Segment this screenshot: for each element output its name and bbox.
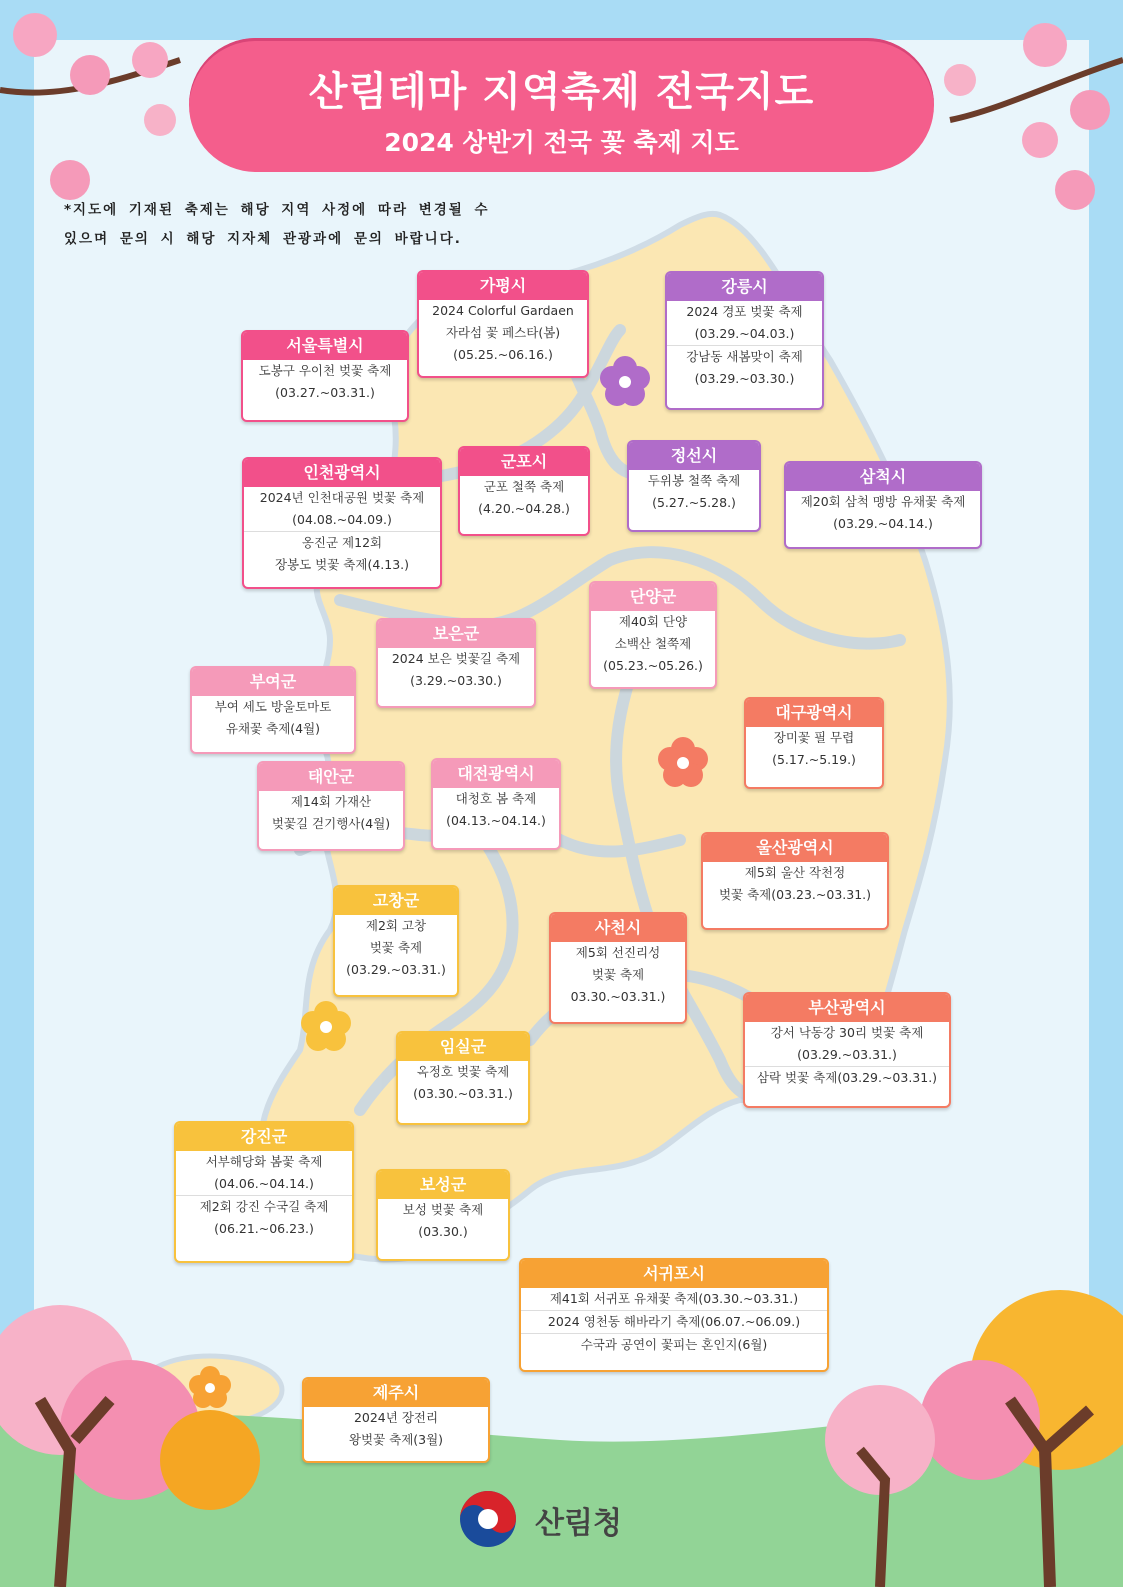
festival-line: 벚꽃길 걷기행사(4월) xyxy=(271,816,391,831)
festival-line: 도봉구 우이천 벚꽃 축제 xyxy=(258,363,392,378)
region-name: 정선시 xyxy=(629,442,759,470)
region-name: 울산광역시 xyxy=(703,834,887,862)
region-name: 임실군 xyxy=(398,1033,528,1061)
region-name: 대전광역시 xyxy=(433,760,559,788)
festival-line: 제2회 고창 xyxy=(365,918,427,933)
region-name: 대구광역시 xyxy=(746,699,882,727)
region-name: 서귀포시 xyxy=(521,1260,827,1288)
region-card-seoul xyxy=(241,330,409,422)
region-card-gapyeong xyxy=(417,270,589,378)
festival-line: 2024년 인천대공원 벚꽃 축제 xyxy=(259,490,425,505)
festival-line: 강남동 새봄맞이 축제 xyxy=(667,345,822,368)
festival-line: (06.21.~06.23.) xyxy=(214,1221,314,1236)
festival-line: 벚꽃 축제 xyxy=(591,967,645,982)
region-card-boeun xyxy=(376,618,536,708)
region-name: 보성군 xyxy=(378,1171,508,1199)
region-name: 고창군 xyxy=(335,887,457,915)
title-banner xyxy=(189,38,934,172)
festival-line: 제5회 울산 작천정 xyxy=(744,865,846,880)
festival-line: 제14회 가재산 xyxy=(290,794,372,809)
festival-line: 장봉도 벚꽃 축제(4.13.) xyxy=(274,557,410,572)
region-name: 태안군 xyxy=(259,763,403,791)
festival-line: 벚꽃 축제(03.23.~03.31.) xyxy=(718,887,872,902)
region-name: 제주시 xyxy=(304,1379,488,1407)
notice-line: *지도에 기재된 축제는 해당 지역 사정에 따라 변경될 수 xyxy=(64,202,490,218)
festival-line: 대청호 봄 축제 xyxy=(455,791,537,806)
region-card-gangjin xyxy=(174,1121,354,1263)
festival-line: (03.29.~04.03.) xyxy=(694,326,795,341)
festival-line: (03.30.) xyxy=(418,1224,468,1239)
festival-line: 삼락 벚꽃 축제(03.29.~03.31.) xyxy=(745,1066,949,1089)
region-card-daejeon xyxy=(431,758,561,850)
festival-line: 수국과 공연이 꽃피는 혼인지(6월) xyxy=(521,1333,827,1356)
region-card-daegu xyxy=(744,697,884,789)
festival-line: 군포 철쭉 축제 xyxy=(483,479,565,494)
region-card-jeju xyxy=(302,1377,490,1463)
festival-line: 2024 Colorful Gardaen xyxy=(432,303,574,318)
festival-line: (05.25.~06.16.) xyxy=(453,347,553,362)
region-card-buyeo xyxy=(190,666,356,754)
festival-line: 제41회 서귀포 유채꽃 축제(03.30.~03.31.) xyxy=(549,1291,799,1306)
region-name: 서울특별시 xyxy=(243,332,407,360)
festival-line: 제40회 단양 xyxy=(618,614,688,629)
festival-line: 제5회 선진리성 xyxy=(575,945,661,960)
page-subtitle: 2024 상반기 전국 꽃 축제 지도 xyxy=(384,128,739,157)
region-card-ulsan xyxy=(701,832,889,930)
festival-line: 제20회 삼척 맹방 유채꽃 축제 xyxy=(800,494,966,509)
festival-line: (03.29.~03.31.) xyxy=(346,962,446,977)
notice-text xyxy=(64,196,504,254)
region-name: 사천시 xyxy=(551,914,685,942)
festival-line: (05.23.~05.26.) xyxy=(603,658,703,673)
festival-line: 유채꽃 축제(4월) xyxy=(225,721,321,736)
region-card-gunpo xyxy=(458,446,590,536)
region-card-gangneung xyxy=(665,271,824,410)
region-card-samcheok xyxy=(784,461,982,549)
region-card-imsil xyxy=(396,1031,530,1125)
page-title: 산림테마 지역축제 전국지도 xyxy=(308,69,815,115)
region-name: 강릉시 xyxy=(667,273,822,301)
region-card-jeongseon xyxy=(627,440,761,532)
festival-line: 옥정호 벚꽃 축제 xyxy=(416,1064,510,1079)
festival-line: 옹진군 제12회 xyxy=(244,531,440,554)
festival-line: (03.30.~03.31.) xyxy=(413,1086,513,1101)
festival-line: 03.30.~03.31.) xyxy=(570,989,666,1004)
region-name: 가평시 xyxy=(419,272,587,300)
region-name: 부산광역시 xyxy=(745,994,949,1022)
festival-line: 보성 벚꽃 축제 xyxy=(402,1202,484,1217)
region-name: 부여군 xyxy=(192,668,354,696)
festival-line: 2024년 장전리 xyxy=(353,1410,439,1425)
notice-line: 있으며 문의 시 해당 지자체 관광과에 문의 바랍니다. xyxy=(64,231,462,247)
cherry-blossom-branch-right xyxy=(944,23,1123,210)
festival-line: 소백산 철쭉제 xyxy=(614,636,692,651)
region-name: 삼척시 xyxy=(786,463,980,491)
taegeuk-emblem-icon xyxy=(453,1484,523,1554)
region-card-sacheon xyxy=(549,912,687,1024)
region-card-boseong xyxy=(376,1169,510,1261)
region-card-seogwipo xyxy=(519,1258,829,1372)
festival-line: 2024 보은 벚꽃길 축제 xyxy=(391,651,521,666)
festival-line: (04.06.~04.14.) xyxy=(214,1176,314,1191)
festival-line: 2024 영천동 해바라기 축제(06.07.~06.09.) xyxy=(521,1310,827,1333)
region-name: 강진군 xyxy=(176,1123,352,1151)
cherry-blossom-branch-left xyxy=(0,13,180,200)
festival-line: (03.29.~04.14.) xyxy=(833,516,933,531)
region-card-danyang xyxy=(589,581,717,689)
festival-line: (5.27.~5.28.) xyxy=(652,495,736,510)
korea-forest-service-logo xyxy=(453,1484,653,1554)
region-card-incheon xyxy=(242,457,442,589)
festival-line: (5.17.~5.19.) xyxy=(772,752,856,767)
region-name: 단양군 xyxy=(591,583,715,611)
festival-line: (3.29.~03.30.) xyxy=(410,673,502,688)
region-card-busan xyxy=(743,992,951,1108)
festival-line: 서부해당화 봄꽃 축제 xyxy=(205,1154,323,1169)
festival-line: 자라섬 꽃 페스타(봄) xyxy=(445,325,561,340)
festival-line: (04.08.~04.09.) xyxy=(292,512,392,527)
festival-line: 2024 경포 벚꽃 축제 xyxy=(686,304,803,319)
festival-line: 제2회 강진 수국길 축제 xyxy=(176,1195,352,1218)
festival-line: (4.20.~04.28.) xyxy=(478,501,570,516)
festival-line: 왕벚꽃 축제(3월) xyxy=(348,1432,444,1447)
festival-line: (03.29.~03.31.) xyxy=(797,1047,897,1062)
logo-text: 산림청 xyxy=(535,1506,622,1541)
region-card-taean xyxy=(257,761,405,851)
festival-line: 장미꽃 필 무렵 xyxy=(773,730,855,745)
festival-line: 두위봉 철쭉 축제 xyxy=(647,473,741,488)
festival-line: 부여 세도 방울토마토 xyxy=(214,699,332,714)
region-name: 인천광역시 xyxy=(244,459,440,487)
region-name: 보은군 xyxy=(378,620,534,648)
festival-line: (03.29.~03.30.) xyxy=(694,371,795,386)
festival-line: 벚꽃 축제 xyxy=(369,940,423,955)
festival-line: 강서 낙동강 30리 벚꽃 축제 xyxy=(770,1025,924,1040)
region-card-gochang xyxy=(333,885,459,997)
festival-line: (04.13.~04.14.) xyxy=(446,813,546,828)
festival-line: (03.27.~03.31.) xyxy=(275,385,375,400)
region-name: 군포시 xyxy=(460,448,588,476)
